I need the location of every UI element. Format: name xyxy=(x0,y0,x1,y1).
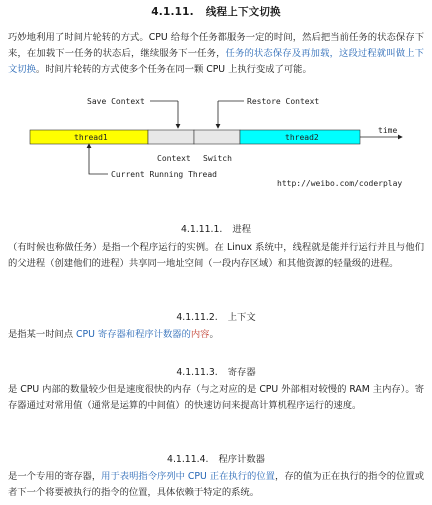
subsection-2-text-b: 。 xyxy=(209,329,219,340)
subsection-4-title: 程序计数器 xyxy=(218,454,265,465)
section-number: 4.1.11. xyxy=(151,6,194,18)
restore-context-label: Restore Context xyxy=(247,97,320,106)
subsection-4-text xyxy=(8,469,424,501)
subsection-2-highlight: CPU 寄存器和程序计数器的 xyxy=(76,329,191,340)
context-save-bar xyxy=(148,130,194,144)
context-label: Context xyxy=(157,154,191,163)
subsection-1-heading xyxy=(0,221,432,235)
section-heading xyxy=(0,4,432,19)
subsection-4-text-a: 是一个专用的寄存器， xyxy=(8,471,102,482)
subsection-3-number: 4.1.11.3. xyxy=(176,367,218,378)
subsection-2-heading xyxy=(0,309,432,323)
thread1-label: thread1 xyxy=(74,133,108,142)
subsection-4-heading xyxy=(0,451,432,465)
intro-text-end: 。时间片轮转的方式使多个任务在同一颗 CPU 上执行变成了可能。 xyxy=(35,64,312,75)
subsection-2-text-a: 是指某一时间点 xyxy=(8,329,77,340)
subsection-2-red-text: 内容 xyxy=(190,329,210,340)
subsection-4-highlight: 用于表明指令序列中 CPU 正在执行的位置 xyxy=(101,471,275,482)
subsection-1-number: 4.1.11.1. xyxy=(180,224,223,235)
current-thread-pointer xyxy=(89,144,108,174)
intro-paragraph xyxy=(8,30,424,78)
time-label: time xyxy=(378,126,398,135)
subsection-2-number: 4.1.11.2. xyxy=(176,312,218,323)
context-restore-bar xyxy=(194,130,240,144)
subsection-3-heading xyxy=(0,364,432,378)
save-context-label: Save Context xyxy=(87,97,145,106)
switch-label: Switch xyxy=(203,154,232,163)
subsection-2-text xyxy=(8,327,424,343)
subsection-2-title: 上下文 xyxy=(227,312,256,323)
intro-text: 巧妙地利用了时间片轮转的方式。CPU 给每个任务都服务一定的时间，然后把当前任务的状态保存下来，在加载下一任务的状态后，继续服务下一任务， xyxy=(8,32,424,59)
current-running-thread-label: Current Running Thread xyxy=(111,170,217,179)
subsection-1-title: 进程 xyxy=(232,224,251,235)
thread2-label: thread2 xyxy=(285,133,319,142)
subsection-1-text: （有时候也称做任务）是指一个程序运行的实例。在 Linux 系统中，线程就是能并行运行并且与他们的父进程（创建他们的进程）共享同一地址空间（一段内存区域）和其他资源的轻量级的进程。 xyxy=(8,242,424,269)
subsection-4-text-b: ，存的值为正在执行的指令的位置或者下一个将要被执行的指令的位置，具体依赖于特定的系统。 xyxy=(8,471,424,498)
context-switch-diagram xyxy=(0,92,432,200)
source-url: http://weibo.com/coderplay xyxy=(277,179,403,188)
intro-highlight: 任务的状态保存及再加载，这段过程就叫做上下文切换 xyxy=(8,48,424,75)
subsection-4-number: 4.1.11.4. xyxy=(167,454,209,465)
section-title: 线程上下文切换 xyxy=(205,6,281,18)
subsection-3-text: 是 CPU 内部的数量较少但是速度很快的内存（与之对应的是 CPU 外部相对较慢的 RAM 主内存）。寄存器通过对常用值（通常是运算的中间值）的快速访问来提高计算机程序运行的速度。 xyxy=(8,384,424,411)
subsection-3-title: 寄存器 xyxy=(227,367,256,378)
